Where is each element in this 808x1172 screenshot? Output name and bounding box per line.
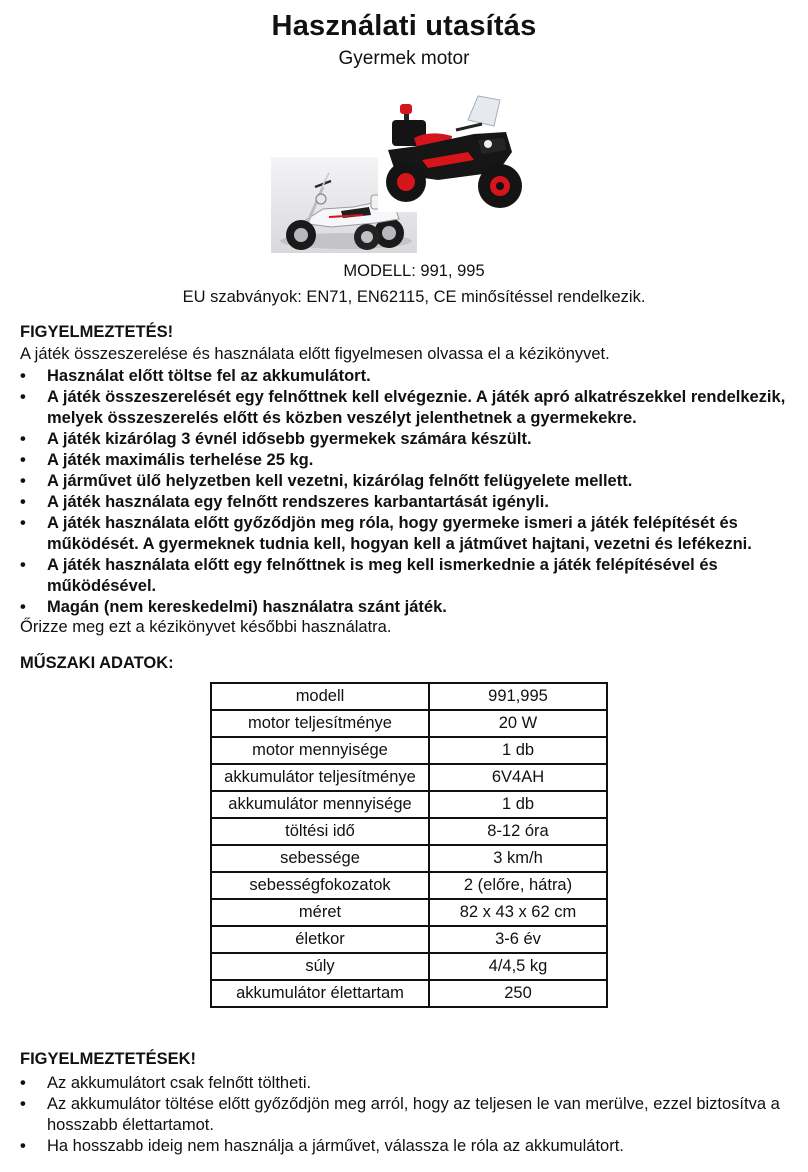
spec-value: 8-12 óra [429,818,607,845]
spec-label: sebességfokozatok [211,872,429,899]
spec-value: 1 db [429,791,607,818]
keep-manual-note: Őrizze meg ezt a kézikönyvet későbbi használatra. [20,618,392,636]
spec-value: 3 km/h [429,845,607,872]
spec-value: 2 (előre, hátra) [429,872,607,899]
warning-heading: FIGYELMEZTETÉS! [20,323,174,341]
page-subtitle: Gyermek motor [338,48,470,69]
list-item: • A játék használata előtt egy felnőttnek is meg kell ismerkednie a játék felépítésével és működésével. [20,555,800,597]
list-item: • A játék használata előtt győződjön meg róla, hogy gyermeke ismeri a játék felépítését és működését. A gyermeknek tudnia kell, hogyan kell a játművet hajtani, vezetni és lefékezni. [20,513,800,555]
spec-label: motor teljesítménye [211,710,429,737]
list-item: • Magán (nem kereskedelmi) használatra szánt játék. [20,597,800,618]
table-row [211,980,607,1007]
list-item: • Az akkumulátor töltése előtt győződjön meg arról, hogy az teljesen le van merülve, ezzel biztosítva a hosszabb élettartamot. [20,1094,800,1136]
spec-label: akkumulátor teljesítménye [211,764,429,791]
table-row [211,953,607,980]
table-row [211,737,607,764]
table-row [211,764,607,791]
spec-value: 4/4,5 kg [429,953,607,980]
warning-intro: A játék összeszerelése és használata előtt figyelmesen olvassa el a kézikönyvet. [20,345,610,363]
warnings-heading: FIGYELMEZTETÉSEK! [20,1050,197,1068]
list-item: • Ha hosszabb ideig nem használja a járművet, válassza le róla az akkumulátort. [20,1136,800,1157]
list-item: • A játék maximális terhelése 25 kg. [20,450,800,471]
spec-value: 1 db [429,737,607,764]
spec-value: 250 [429,980,607,1007]
list-item: • Használat előtt töltse fel az akkumulátort. [20,366,800,387]
standards-line: EU szabványok: EN71, EN62115, CE minősítéssel rendelkezik. [182,288,646,306]
table-row [211,872,607,899]
list-item: • A játék összeszerelését egy felnőttnek kell elvégeznie. A játék apró alkatrészekkel rendelkezik, melyek összeszerelés előtt és közben veszélyt jelenthetnek a gyermekekre. [20,387,800,429]
spec-label: töltési idő [211,818,429,845]
spec-label: akkumulátor mennyisége [211,791,429,818]
spec-label: modell [211,683,429,710]
battery-warning-list [20,1073,800,1157]
table-row [211,791,607,818]
table-row [211,926,607,953]
spec-label: sebessége [211,845,429,872]
list-item: • A játék használata egy felnőtt rendszeres karbantartását igényli. [20,492,800,513]
spec-label: súly [211,953,429,980]
warning-list [20,366,800,618]
list-item: • A járművet ülő helyzetben kell vezetni, kizárólag felnőtt felügyelete mellett. [20,471,800,492]
spec-label: akkumulátor élettartam [211,980,429,1007]
spec-label: méret [211,899,429,926]
list-item: • A játék kizárólag 3 évnél idősebb gyermekek számára készült. [20,429,800,450]
table-row [211,683,607,710]
specs-heading: MŰSZAKI ADATOK: [20,654,174,672]
spec-label: életkor [211,926,429,953]
spec-value: 991,995 [429,683,607,710]
table-row [211,710,607,737]
table-row [211,845,607,872]
spec-value: 20 W [429,710,607,737]
spec-value: 6V4AH [429,764,607,791]
spec-label: motor mennyisége [211,737,429,764]
list-item: • Az akkumulátort csak felnőtt töltheti. [20,1073,800,1094]
model-line: MODELL: 991, 995 [343,262,485,280]
spec-value: 82 x 43 x 62 cm [429,899,607,926]
table-row [211,818,607,845]
specs-table [210,682,608,1008]
spec-value: 3-6 év [429,926,607,953]
page-title: Használati utasítás [271,10,537,42]
table-row [211,899,607,926]
black-motorcycle-image [378,90,528,212]
